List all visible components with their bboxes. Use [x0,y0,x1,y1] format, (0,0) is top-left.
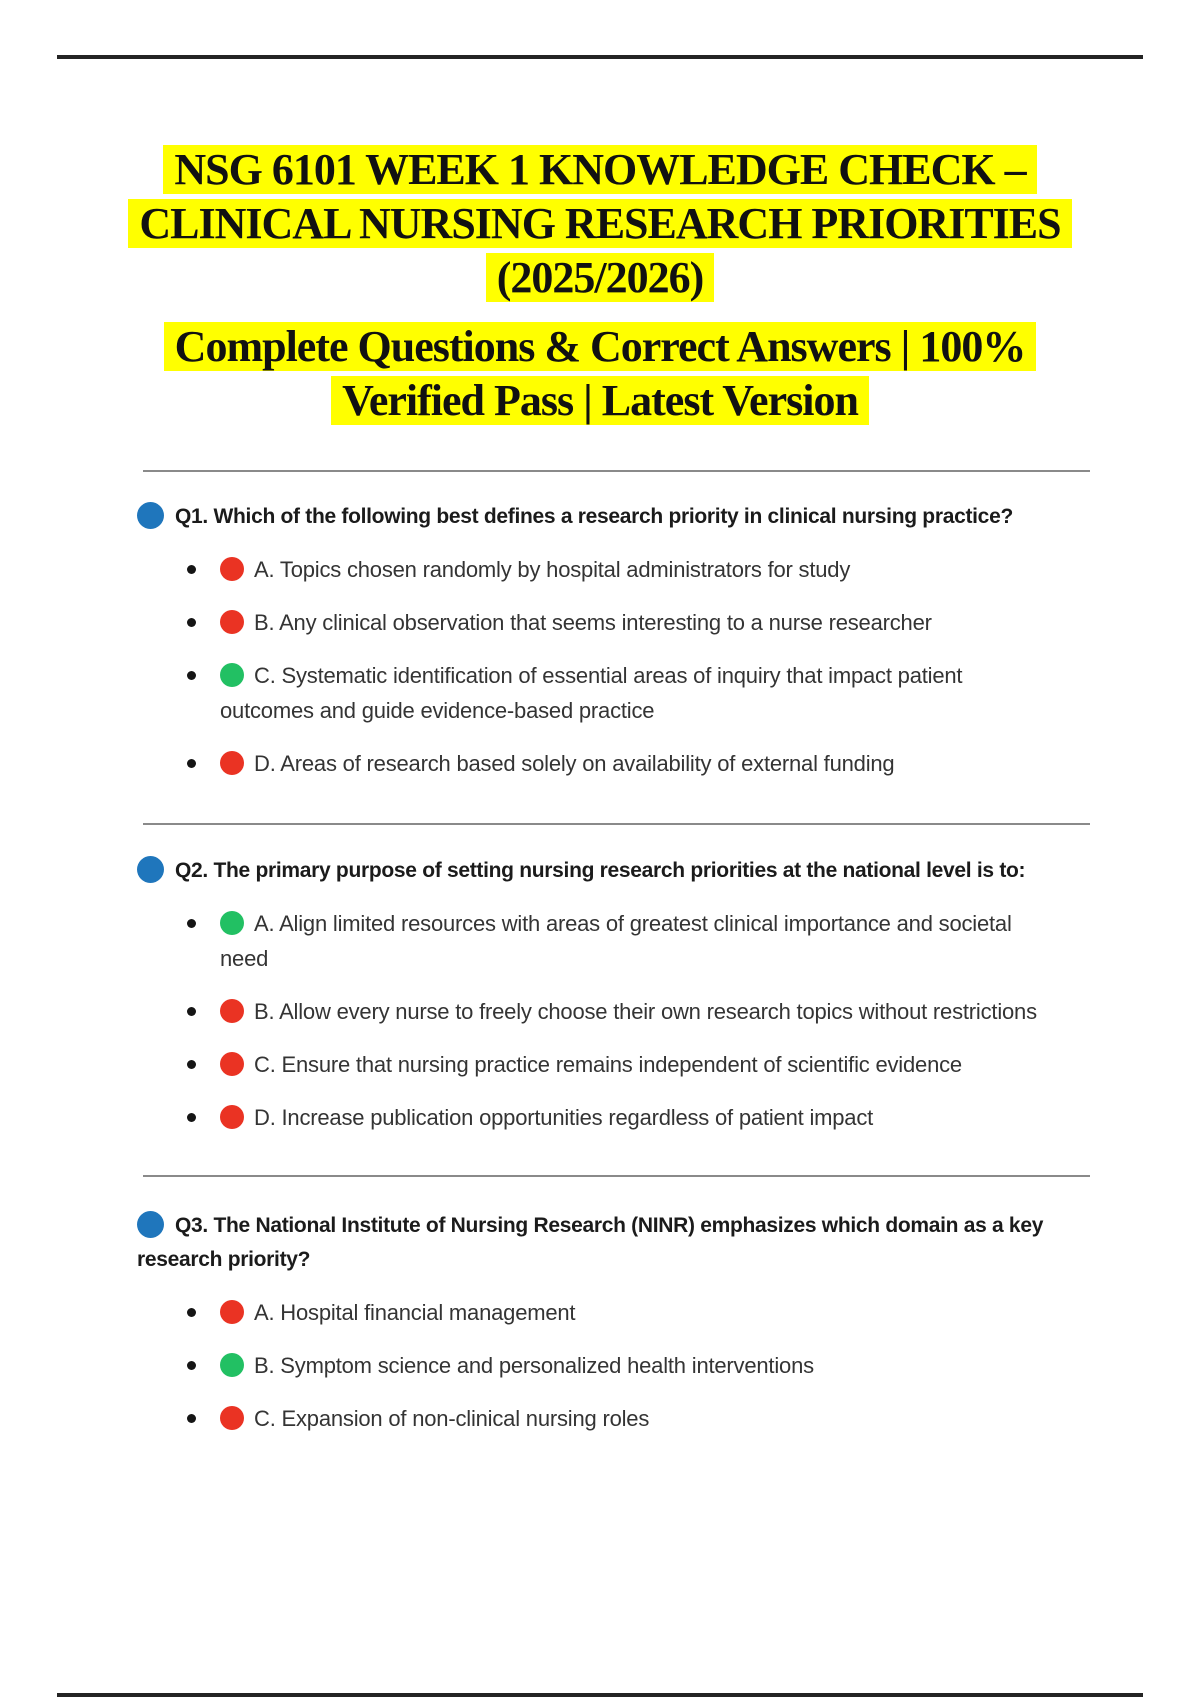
question-label: Q3. The National Institute of Nursing Research (NINR) emphasizes which domain as a key [175,1214,1044,1237]
document-title [0,143,1200,305]
list-bullet-icon [187,1414,196,1423]
section-divider [143,1175,1090,1177]
answer-option [220,994,1160,1029]
subtitle-line-2 [0,374,1200,428]
question-block-2 [0,854,1200,1153]
answer-option [220,1348,1160,1383]
option-label-line2: need [220,946,269,971]
answer-status-icon [220,1353,244,1377]
title-line-1 [0,143,1200,197]
option-label-line2: outcomes and guide evidence-based practice [220,698,655,723]
question-text [137,1209,1170,1277]
question-label-line2: research priority? [137,1248,311,1271]
answer-status-icon [220,911,244,935]
question-label: Q1. Which of the following best defines a research priority in clinical nursing practice? [175,505,1013,528]
subtitle-line-1 [0,320,1200,374]
option-label: B. Any clinical observation that seems interesting to a nurse researcher [254,610,932,635]
document-subtitle [0,320,1200,428]
question-text [137,854,1170,888]
page-top-rule [57,55,1143,59]
list-bullet-icon [187,759,196,768]
option-label: C. Ensure that nursing practice remains independent of scientific evidence [254,1052,962,1077]
subtitle-highlight: Verified Pass | Latest Version [331,376,869,425]
title-line-2 [0,197,1200,251]
title-highlight: NSG 6101 WEEK 1 KNOWLEDGE CHECK – [163,145,1036,194]
title-line-3 [0,251,1200,305]
question-bullet-icon [137,1211,164,1238]
question-block-3 [0,1209,1200,1454]
option-label: B. Allow every nurse to freely choose their own research topics without restrictions [254,999,1037,1024]
title-highlight: CLINICAL NURSING RESEARCH PRIORITIES [128,199,1071,248]
answer-status-icon [220,1105,244,1129]
answer-status-icon [220,1300,244,1324]
question-bullet-icon [137,502,164,529]
question-label: Q2. The primary purpose of setting nursing research priorities at the national level is to: [175,859,1026,882]
answer-option [220,746,1160,781]
answer-status-icon [220,1052,244,1076]
list-bullet-icon [187,1308,196,1317]
answer-option [220,1100,1160,1135]
answer-option [220,906,1160,976]
question-block-1 [0,500,1200,799]
answer-option [220,552,1160,587]
answer-status-icon [220,751,244,775]
list-bullet-icon [187,1113,196,1122]
list-bullet-icon [187,1361,196,1370]
answer-option [220,1047,1160,1082]
answer-option [220,1401,1160,1436]
list-bullet-icon [187,618,196,627]
answer-option [220,658,1160,728]
list-bullet-icon [187,1007,196,1016]
title-highlight: (2025/2026) [486,253,715,302]
answer-status-icon [220,610,244,634]
answer-status-icon [220,999,244,1023]
option-label: C. Systematic identification of essential areas of inquiry that impact patient [254,663,963,688]
question-bullet-icon [137,856,164,883]
list-bullet-icon [187,565,196,574]
answer-status-icon [220,663,244,687]
option-label: C. Expansion of non-clinical nursing roles [254,1406,650,1431]
question-text [137,500,1170,534]
section-divider [143,470,1090,472]
option-label: A. Topics chosen randomly by hospital administrators for study [254,557,851,582]
option-label: B. Symptom science and personalized health interventions [254,1353,814,1378]
answer-status-icon [220,1406,244,1430]
option-label: A. Hospital financial management [254,1300,576,1325]
page-bottom-rule [57,1693,1143,1697]
list-bullet-icon [187,919,196,928]
option-label: A. Align limited resources with areas of greatest clinical importance and societal [254,911,1012,936]
answer-option [220,1295,1160,1330]
answer-status-icon [220,557,244,581]
section-divider [143,823,1090,825]
answer-option [220,605,1160,640]
list-bullet-icon [187,1060,196,1069]
option-label: D. Increase publication opportunities regardless of patient impact [254,1105,874,1130]
option-label: D. Areas of research based solely on availability of external funding [254,751,895,776]
list-bullet-icon [187,671,196,680]
subtitle-highlight: Complete Questions & Correct Answers | 100% [164,322,1037,371]
